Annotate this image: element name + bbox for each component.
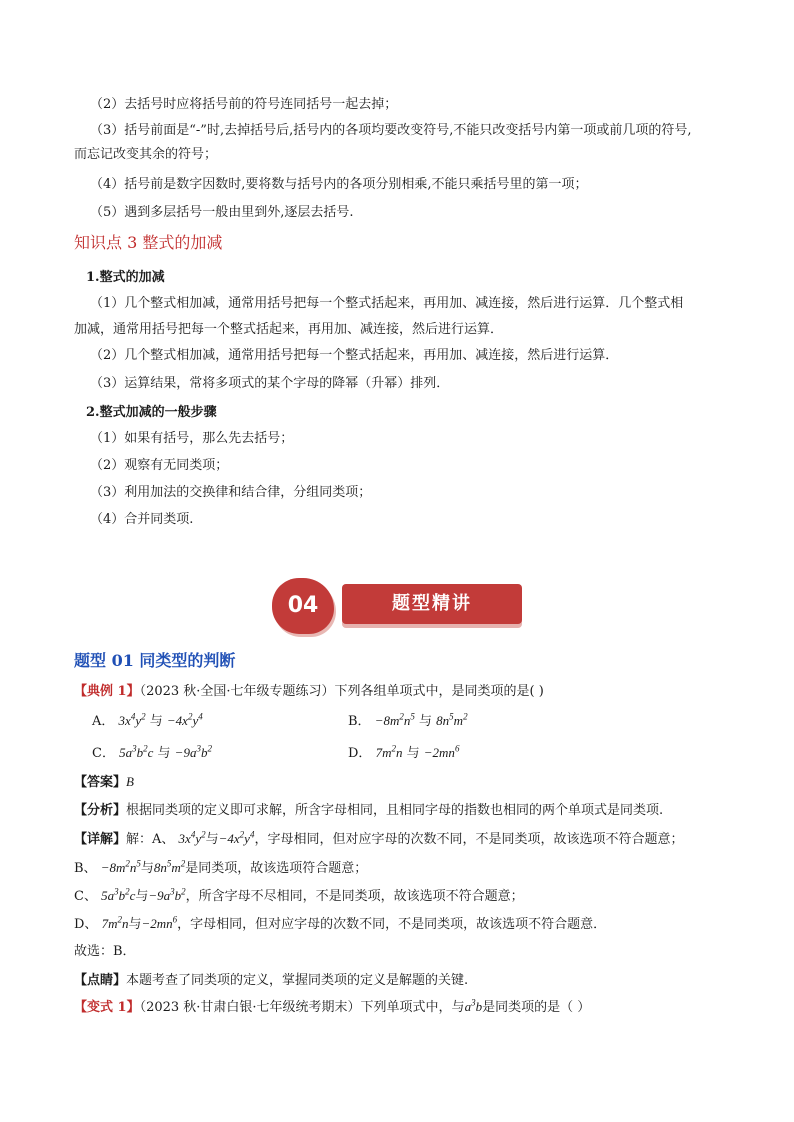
example-line bbox=[74, 682, 544, 702]
math-expr: $-2mn^6$ bbox=[141, 914, 178, 931]
option-b bbox=[348, 710, 468, 729]
detail-prefix: B、 bbox=[74, 861, 97, 876]
connector-text: 与 bbox=[149, 714, 163, 729]
detail-line-b bbox=[74, 858, 367, 879]
math-expr: $8n^5m^2$ bbox=[153, 858, 186, 875]
math-expr: $-4x^2y^4$ bbox=[166, 711, 203, 728]
detail-prefix: C、 bbox=[74, 889, 97, 904]
kp-item: （2）观察有无同类项； bbox=[90, 458, 229, 473]
math-expr: $8n^5m^2$ bbox=[436, 711, 468, 728]
answer-line bbox=[74, 772, 134, 793]
connector-text: 与 bbox=[406, 746, 420, 761]
detail-line-c bbox=[74, 886, 524, 907]
math-expr: $7m^2n$ bbox=[101, 914, 129, 931]
section-title-kp3: 知识点 3 整式的加减 bbox=[74, 233, 223, 252]
variant-line bbox=[74, 997, 590, 1018]
banner-number: 04 bbox=[287, 593, 319, 618]
kp-item: （3）利用加法的交换律和结合律，分组同类项； bbox=[90, 485, 372, 500]
detail-tag: 【详解】 bbox=[74, 832, 127, 847]
kp-item: （3）运算结果，常将多项式的某个字母的降幂（升幂）排列． bbox=[90, 376, 450, 391]
detail-line-d bbox=[74, 914, 606, 935]
option-label: A． bbox=[92, 714, 115, 729]
math-expr: $-8m^2n^5$ bbox=[100, 858, 141, 875]
banner-ribbon bbox=[342, 584, 522, 624]
kp-item: （4）合并同类项. bbox=[90, 512, 194, 527]
connector-text: 与 bbox=[135, 889, 149, 904]
math-expr: $5a^3b^2c$ bbox=[101, 886, 136, 903]
kp-item: （1）几个整式相加减，通常用括号把每一个整式括起来，再用加、减连接，然后进行运算．几个整式相 bbox=[90, 296, 684, 311]
math-expr: $-9a^3b^2$ bbox=[148, 886, 186, 903]
example-source: （2023 秋·全国·七年级专题练习）下列各组单项式中，是同类项的是( ) bbox=[139, 684, 544, 699]
detail-suffix: 是同类项，故该选项符合题意； bbox=[185, 861, 368, 876]
math-expr: $5a^3b^2c$ bbox=[119, 743, 154, 760]
analysis-text: 根据同类项的定义即可求解，所含字母相同，且相同字母的指数也相同的两个单项式是同类项. bbox=[126, 803, 664, 818]
variant-text: 是同类项的是（ ） bbox=[482, 1000, 591, 1015]
detail-suffix: ，字母相同，但对应字母的次数不同，不是同类项，故该选项不符合题意； bbox=[254, 832, 684, 847]
variant-text: （2023 秋·甘肃白银·七年级统考期末）下列单项式中，与 bbox=[139, 1000, 465, 1015]
option-label: B． bbox=[348, 714, 371, 729]
detail-suffix: ，字母相同，但对应字母的次数不同，不是同类项，故该选项不符合题意． bbox=[177, 917, 607, 932]
section-title-type01: 题型 01 同类型的判断 bbox=[74, 651, 236, 670]
point-tag: 【点睛】 bbox=[74, 973, 127, 988]
example-tag: 【典例 1】 bbox=[74, 684, 140, 699]
banner-badge bbox=[272, 578, 334, 634]
note-line: （3）括号前面是“-”时,去掉括号后,括号内的各项均要改变符号,不能只改变括号内第一项或前几项的符号, bbox=[90, 123, 692, 138]
math-expr: $-4x^2y^4$ bbox=[218, 829, 255, 846]
connector-text: 与 bbox=[128, 917, 142, 932]
math-expr: $-2mn^6$ bbox=[423, 743, 460, 760]
detail-line-a bbox=[74, 829, 683, 850]
option-a bbox=[92, 710, 203, 729]
kp-item: 加减，通常用括号把每一个整式括起来，再用加、减连接，然后进行运算． bbox=[74, 322, 504, 337]
analysis-tag: 【分析】 bbox=[74, 803, 127, 818]
connector-text: 与 bbox=[205, 832, 219, 847]
option-d bbox=[348, 742, 459, 761]
option-label: D． bbox=[348, 746, 372, 761]
connector-text: 与 bbox=[140, 861, 154, 876]
math-expr: $a^3b$ bbox=[464, 997, 483, 1014]
note-line: （4）括号前是数字因数时,要将数与括号内的各项分别相乘,不能只乘括号里的第一项； bbox=[90, 177, 588, 192]
section-banner bbox=[272, 578, 524, 638]
note-line: 而忘记改变其余的符号； bbox=[74, 147, 218, 162]
answer-tag: 【答案】 bbox=[74, 775, 127, 790]
math-expr: $7m^2n$ bbox=[375, 743, 403, 760]
analysis-line bbox=[74, 801, 663, 821]
math-expr: $-8m^2n^5$ bbox=[374, 711, 415, 728]
point-text: 本题考查了同类项的定义，掌握同类项的定义是解题的关键. bbox=[126, 973, 469, 988]
subheading: 2.整式加减的一般步骤 bbox=[86, 405, 217, 420]
detail-suffix: ，所含字母不尽相同，不是同类项，故该选项不符合题意； bbox=[185, 889, 524, 904]
math-expr: $-9a^3b^2$ bbox=[174, 743, 212, 760]
kp-item: （1）如果有括号，那么先去括号； bbox=[90, 431, 294, 446]
detail-prefix: 解：A、 bbox=[126, 832, 175, 847]
option-c bbox=[92, 742, 212, 761]
note-line: （2）去括号时应将括号前的符号连同括号一起去掉； bbox=[90, 97, 398, 112]
option-label: C． bbox=[92, 746, 115, 761]
kp-item: （2）几个整式相加减，通常用括号把每一个整式括起来，再用加、减连接，然后进行运算． bbox=[90, 348, 619, 363]
answer-value: B bbox=[126, 774, 134, 789]
detail-prefix: D、 bbox=[74, 917, 98, 932]
variant-tag: 【变式 1】 bbox=[74, 1000, 140, 1015]
point-line bbox=[74, 971, 468, 991]
subheading: 1.整式的加减 bbox=[86, 270, 165, 285]
conclusion-line: 故选：B． bbox=[74, 944, 136, 959]
connector-text: 与 bbox=[157, 746, 171, 761]
note-line: （5）遇到多层括号一般由里到外,逐层去括号. bbox=[90, 205, 354, 220]
banner-label: 题型精讲 bbox=[392, 593, 472, 614]
math-expr: $3x^4y^2$ bbox=[178, 829, 206, 846]
connector-text: 与 bbox=[419, 714, 433, 729]
math-expr: $3x^4y^2$ bbox=[118, 711, 146, 728]
